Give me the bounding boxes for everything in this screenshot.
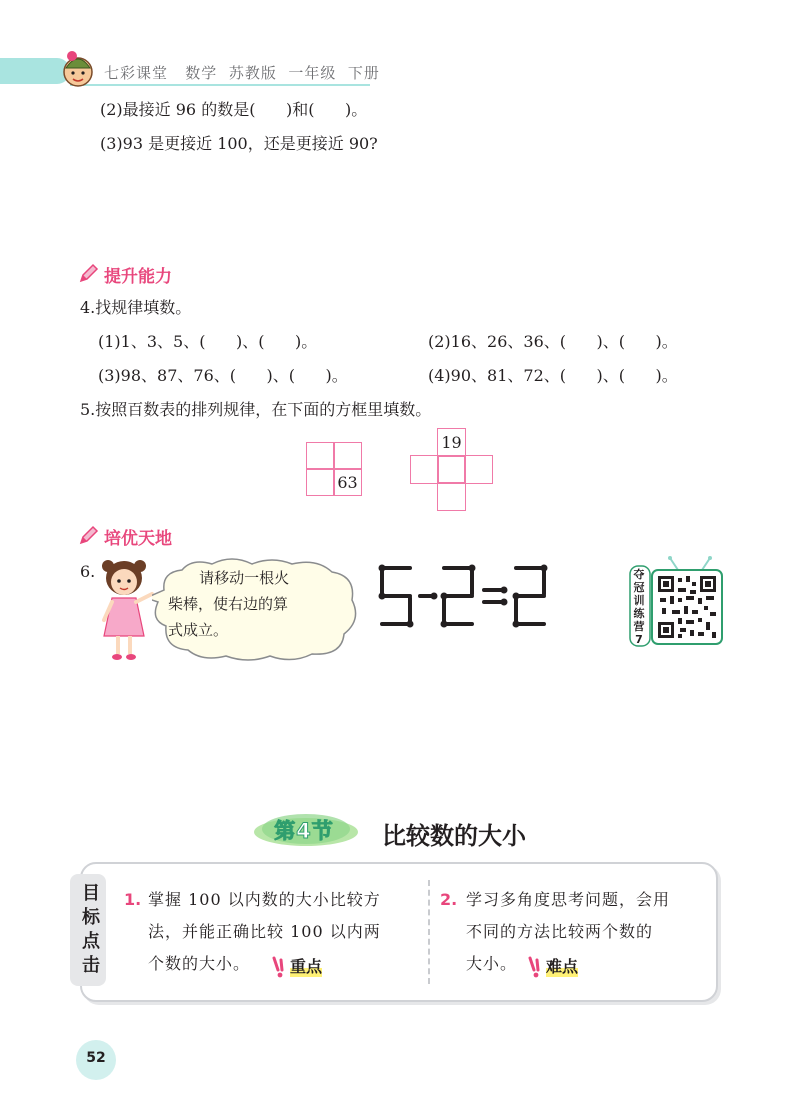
question-4-stem: 4.找规律填数。 xyxy=(80,298,192,317)
goal-2-tag: 难点 xyxy=(546,954,578,977)
qr-label xyxy=(630,568,648,646)
question-4-part-2: (2)16、26、36、( )、( )。 xyxy=(428,332,678,351)
qr-label-char: 7 xyxy=(635,633,643,646)
qr-label-char: 练 xyxy=(633,607,645,620)
goal-2-number: 2. xyxy=(440,890,458,909)
pencil-icon xyxy=(78,262,100,284)
goal-2-line-1: 学习多角度思考问题，会用 xyxy=(466,890,671,909)
goal-1-line-2: 法，并能正确比较 100 以内两 xyxy=(148,922,381,941)
grid-cell xyxy=(306,442,335,470)
header-underline xyxy=(70,84,370,86)
question-4-part-3: (3)98、87、76、( )、( )。 xyxy=(98,366,348,385)
section-badge-label: 第4节 xyxy=(274,819,334,843)
number-grid-1 xyxy=(306,442,362,496)
number-grid-2 xyxy=(410,428,492,484)
pencil-icon xyxy=(78,524,100,546)
goal-1-line-3: 个数的大小。 xyxy=(148,954,251,973)
grid-cell xyxy=(437,455,466,484)
goal-1-tag: 重点 xyxy=(290,954,322,977)
question-4-part-1: (1)1、3、5、( )、( )。 xyxy=(98,332,318,351)
goals-tab-char: 目 xyxy=(82,883,100,904)
question-6-number: 6. xyxy=(80,562,96,581)
goals-divider xyxy=(428,880,430,984)
question-5-stem: 5.按照百数表的排列规律，在下面的方框里填数。 xyxy=(80,400,432,419)
goal-2-line-3: 大小。 xyxy=(466,954,518,973)
goal-1-line-1: 掌握 100 以内数的大小比较方 xyxy=(148,890,381,909)
emphasis-mark-icon xyxy=(528,956,542,978)
qr-label-char: 营 xyxy=(633,620,645,633)
header-title: 七彩课堂 数学 苏教版 一年级 下册 xyxy=(104,64,380,82)
grid-cell xyxy=(464,455,493,484)
grid-cell xyxy=(333,442,362,470)
goals-tab-label xyxy=(80,882,102,978)
grid-cell-value: 63 xyxy=(333,468,362,496)
section-title: 比较数的大小 xyxy=(382,822,526,850)
goal-1-number: 1. xyxy=(124,890,142,909)
qr-label-char: 夺 xyxy=(633,568,645,581)
goals-tab-char: 点 xyxy=(82,931,100,952)
bubble-line-1: 请移动一根火 xyxy=(180,569,290,587)
section-title-advanced: 培优天地 xyxy=(104,529,172,549)
grid-cell xyxy=(306,468,335,496)
goal-2-line-2: 不同的方法比较两个数的 xyxy=(466,922,654,941)
page-number: 52 xyxy=(86,1050,106,1066)
qr-label-char: 训 xyxy=(633,594,645,607)
emphasis-mark-icon xyxy=(272,956,286,978)
question-3: (3)93 是更接近 100，还是更接近 90? xyxy=(100,134,378,153)
mascot-icon xyxy=(58,46,98,90)
girl-illustration xyxy=(94,558,156,662)
grid-cell-value: 19 xyxy=(437,428,466,457)
goals-tab-char: 标 xyxy=(82,907,100,928)
question-4-part-4: (4)90、81、72、( )、( )。 xyxy=(428,366,678,385)
question-2: (2)最接近 96 的数是( )和( )。 xyxy=(100,100,368,119)
section-title-improve: 提升能力 xyxy=(104,267,172,287)
qr-label-char: 冠 xyxy=(633,581,645,594)
bubble-line-2: 柴棒，使右边的算 xyxy=(168,595,289,613)
bubble-line-3: 式成立。 xyxy=(168,621,229,639)
matchstick-equation xyxy=(374,562,554,630)
grid-cell xyxy=(410,455,439,484)
goals-tab-char: 击 xyxy=(82,955,100,976)
grid-cell xyxy=(437,482,466,511)
